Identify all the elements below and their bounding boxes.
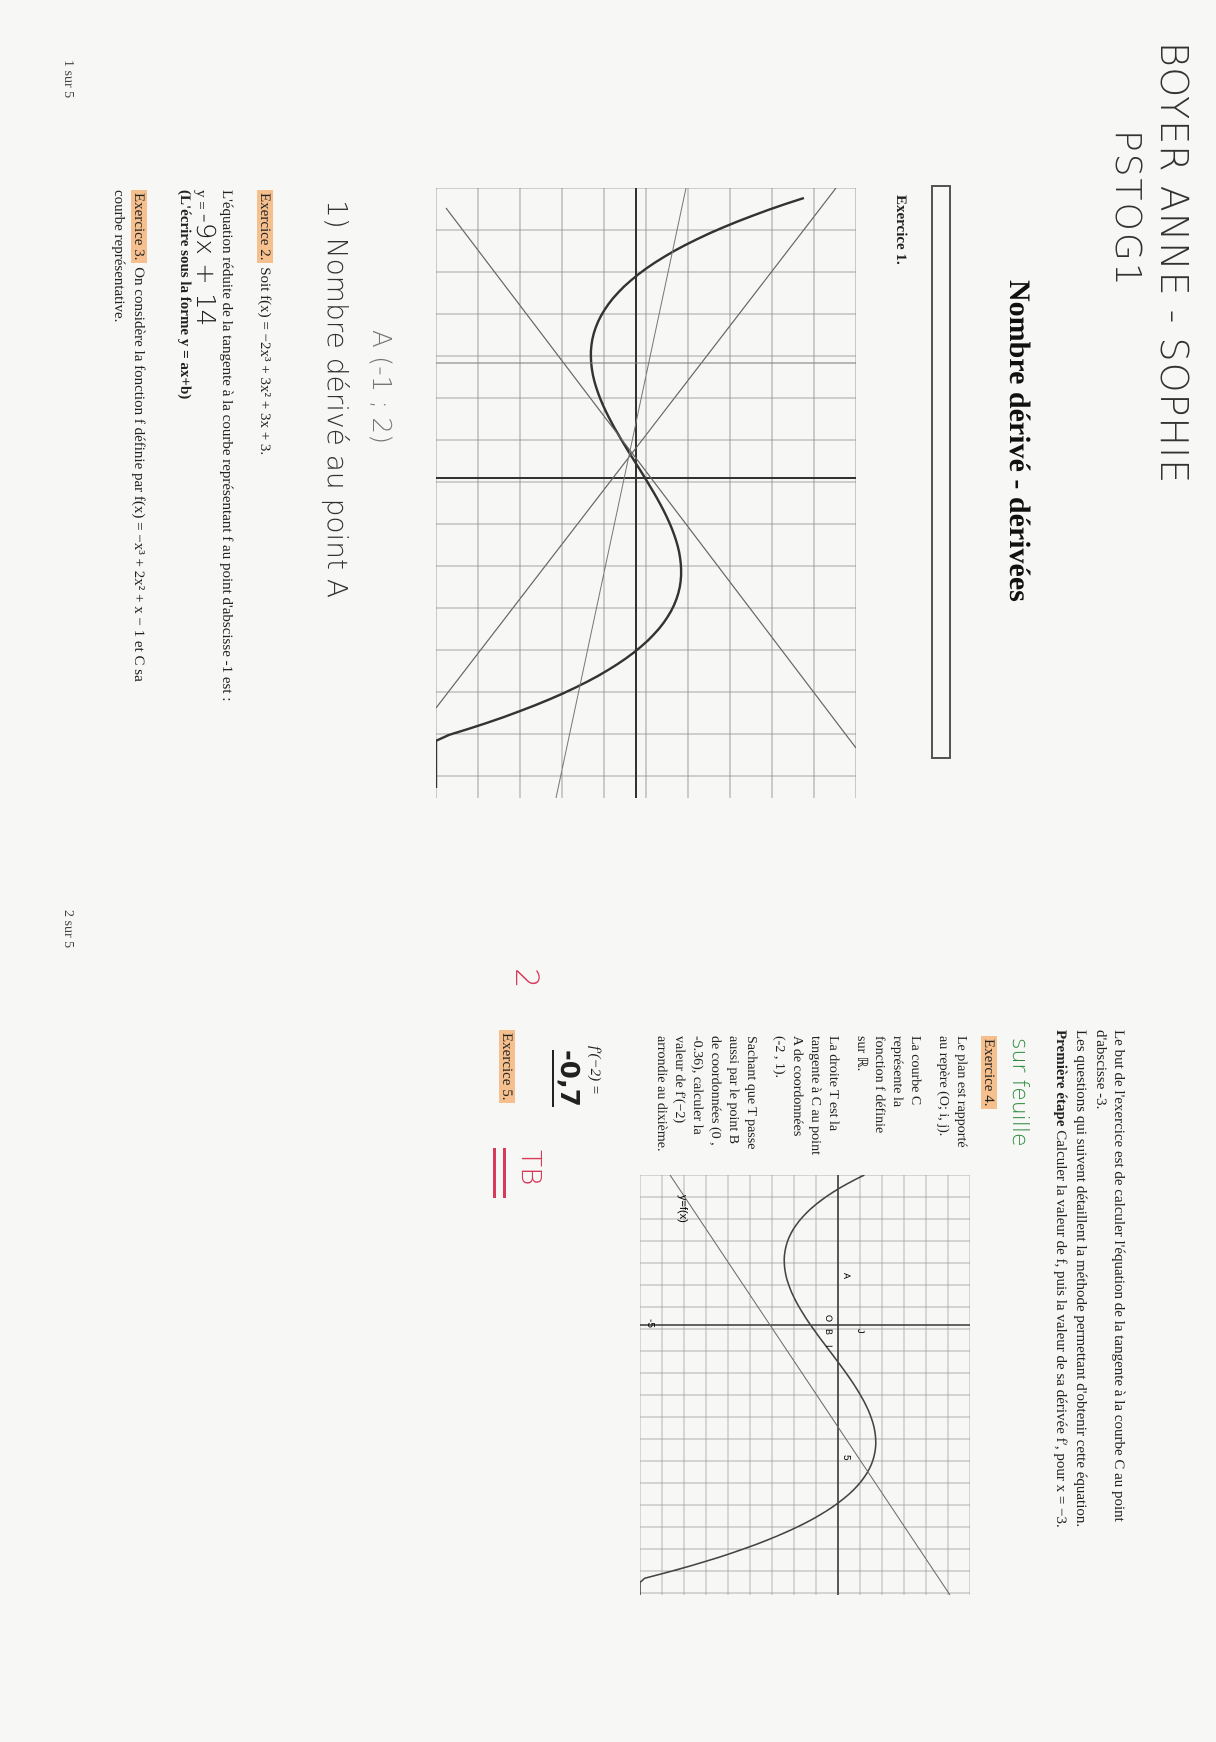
exercise-4-line: au repère (O; i, j). <box>936 1036 951 1137</box>
intro-line-1: Le but de l'exercice est de calculer l'équation de la tangente à la courbe C au point <box>1111 1030 1127 1522</box>
exercise-number-mark: 2 <box>508 968 546 989</box>
exercise-4-line: arrondie au dixième. <box>654 1036 669 1152</box>
student-class: PSTOG1 <box>1107 130 1148 288</box>
grade-underline-2 <box>493 1148 496 1198</box>
ex4-tick-5: 5 <box>841 1455 852 1461</box>
ex4-curve-label: y=f(x) <box>677 1195 689 1223</box>
exercise-4-line: A de coordonnées <box>790 1036 805 1137</box>
exercise-5-label-wrap <box>497 1030 516 1103</box>
exercise-4-label: Exercice 4. <box>981 1036 997 1109</box>
ex4-point-o: O <box>824 1315 834 1323</box>
exercise-2 <box>255 190 274 455</box>
exercise-4-line: valeur de f′(−2) <box>672 1036 687 1124</box>
first-step-label: Première étape <box>1053 1030 1069 1127</box>
exercise-3-label: Exercice 3. <box>131 190 147 263</box>
exercise-4-line <box>924 1036 934 1166</box>
note-nombre-derive: 1) Nombre dérivé au point A <box>321 200 354 599</box>
exercise-2-statement: Soit f(x) = −2x³ + 3x² + 3x + 3. <box>257 267 273 456</box>
ex4-point-i: I <box>824 1345 834 1348</box>
tangent-line-4 <box>556 188 686 798</box>
page-1-footer: 1 sur 5 <box>61 60 76 99</box>
exercise-4-answer: -0,7 <box>554 1050 584 1107</box>
ex4-point-a: A <box>842 1273 852 1280</box>
exercise-4-line: La droite T est la <box>826 1036 841 1132</box>
student-name: BOYER ANNE - SOPHIE <box>1152 42 1196 485</box>
answer-prefix: y = <box>193 190 209 214</box>
exercise-4-line: de coordonnées (0 , <box>708 1036 723 1146</box>
grade-mark: TB <box>515 1150 548 1186</box>
page-title: Nombre dérivé - dérivées <box>1003 280 1036 602</box>
exercise-4-line <box>842 1036 852 1166</box>
exercise-4-line: -0.36), calculer la <box>690 1036 705 1135</box>
exercise-1-graph <box>436 188 856 798</box>
exercise-1-label: Exercice 1. <box>893 195 909 265</box>
exercise-4-line: sur ℝ. <box>854 1036 869 1072</box>
fprime-label: f′(−2) = <box>587 1046 603 1095</box>
title-frame <box>931 185 951 759</box>
exercise-4-text <box>652 1036 970 1166</box>
note-point-a: A (-1 ; 2) <box>366 330 396 445</box>
exercise-2-label: Exercice 2. <box>257 190 273 263</box>
exercise-4-line: fonction f définie <box>872 1036 887 1134</box>
page-2-footer: 2 sur 5 <box>61 910 76 949</box>
note-sur-feuille: sur feuille <box>1007 1038 1032 1147</box>
exercise-4-line: La courbe C <box>908 1036 923 1106</box>
exercise-4-line <box>760 1036 770 1166</box>
exercise-5-label: Exercice 5. <box>499 1030 515 1103</box>
exercise-4-line: tangente à C au point <box>808 1036 823 1155</box>
exercise-4-line: Sachant que T passe <box>744 1036 759 1150</box>
exercise-4-line: aussi par le point B <box>726 1036 741 1145</box>
exercise-2-answer-line <box>190 190 220 326</box>
exercise-4-graph <box>640 1175 970 1595</box>
grade-underline-1 <box>503 1148 506 1198</box>
exercise-3-statement: On considère la fonction f définie par f(x) = −x³ + 2x² + x − 1 et C sa <box>131 267 147 682</box>
exercise-2-question: L'équation réduite de la tangente à la courbe représentant f au point d'abscisse -1 est : <box>219 190 235 702</box>
exercise-3-statement-2: courbe représentative. <box>111 190 127 323</box>
exercise-4-label-wrap <box>979 1036 998 1109</box>
first-step <box>1051 1030 1070 1528</box>
ex4-tangent <box>670 1175 950 1595</box>
ex4-point-j: J <box>856 1329 866 1334</box>
exercise-2-hint: (L'écrire sous la forme y = ax+b) <box>177 190 193 400</box>
first-step-text: Calculer la valeur de f, puis la valeur de sa dérivée f′, pour x = −3. <box>1053 1130 1069 1528</box>
intro-line-2: d'abscisse -3. <box>1093 1030 1109 1110</box>
ex4-point-b: B <box>824 1329 834 1336</box>
exercise-4-line: Le plan est rapporté <box>954 1036 969 1148</box>
ex4-tick-m5: -5 <box>645 1319 656 1328</box>
curve <box>436 198 804 788</box>
exercise-3 <box>129 190 148 682</box>
intro-line-3: Les questions qui suivent détaillent la méthode permettant d'obtenir cette équation. <box>1073 1030 1089 1528</box>
exercise-4-line: (-2 , 1). <box>772 1036 787 1078</box>
exercise-4-line: représente la <box>890 1036 905 1108</box>
ex4-curve <box>640 1175 876 1595</box>
exercise-2-answer: -9x + 14 <box>190 213 220 327</box>
